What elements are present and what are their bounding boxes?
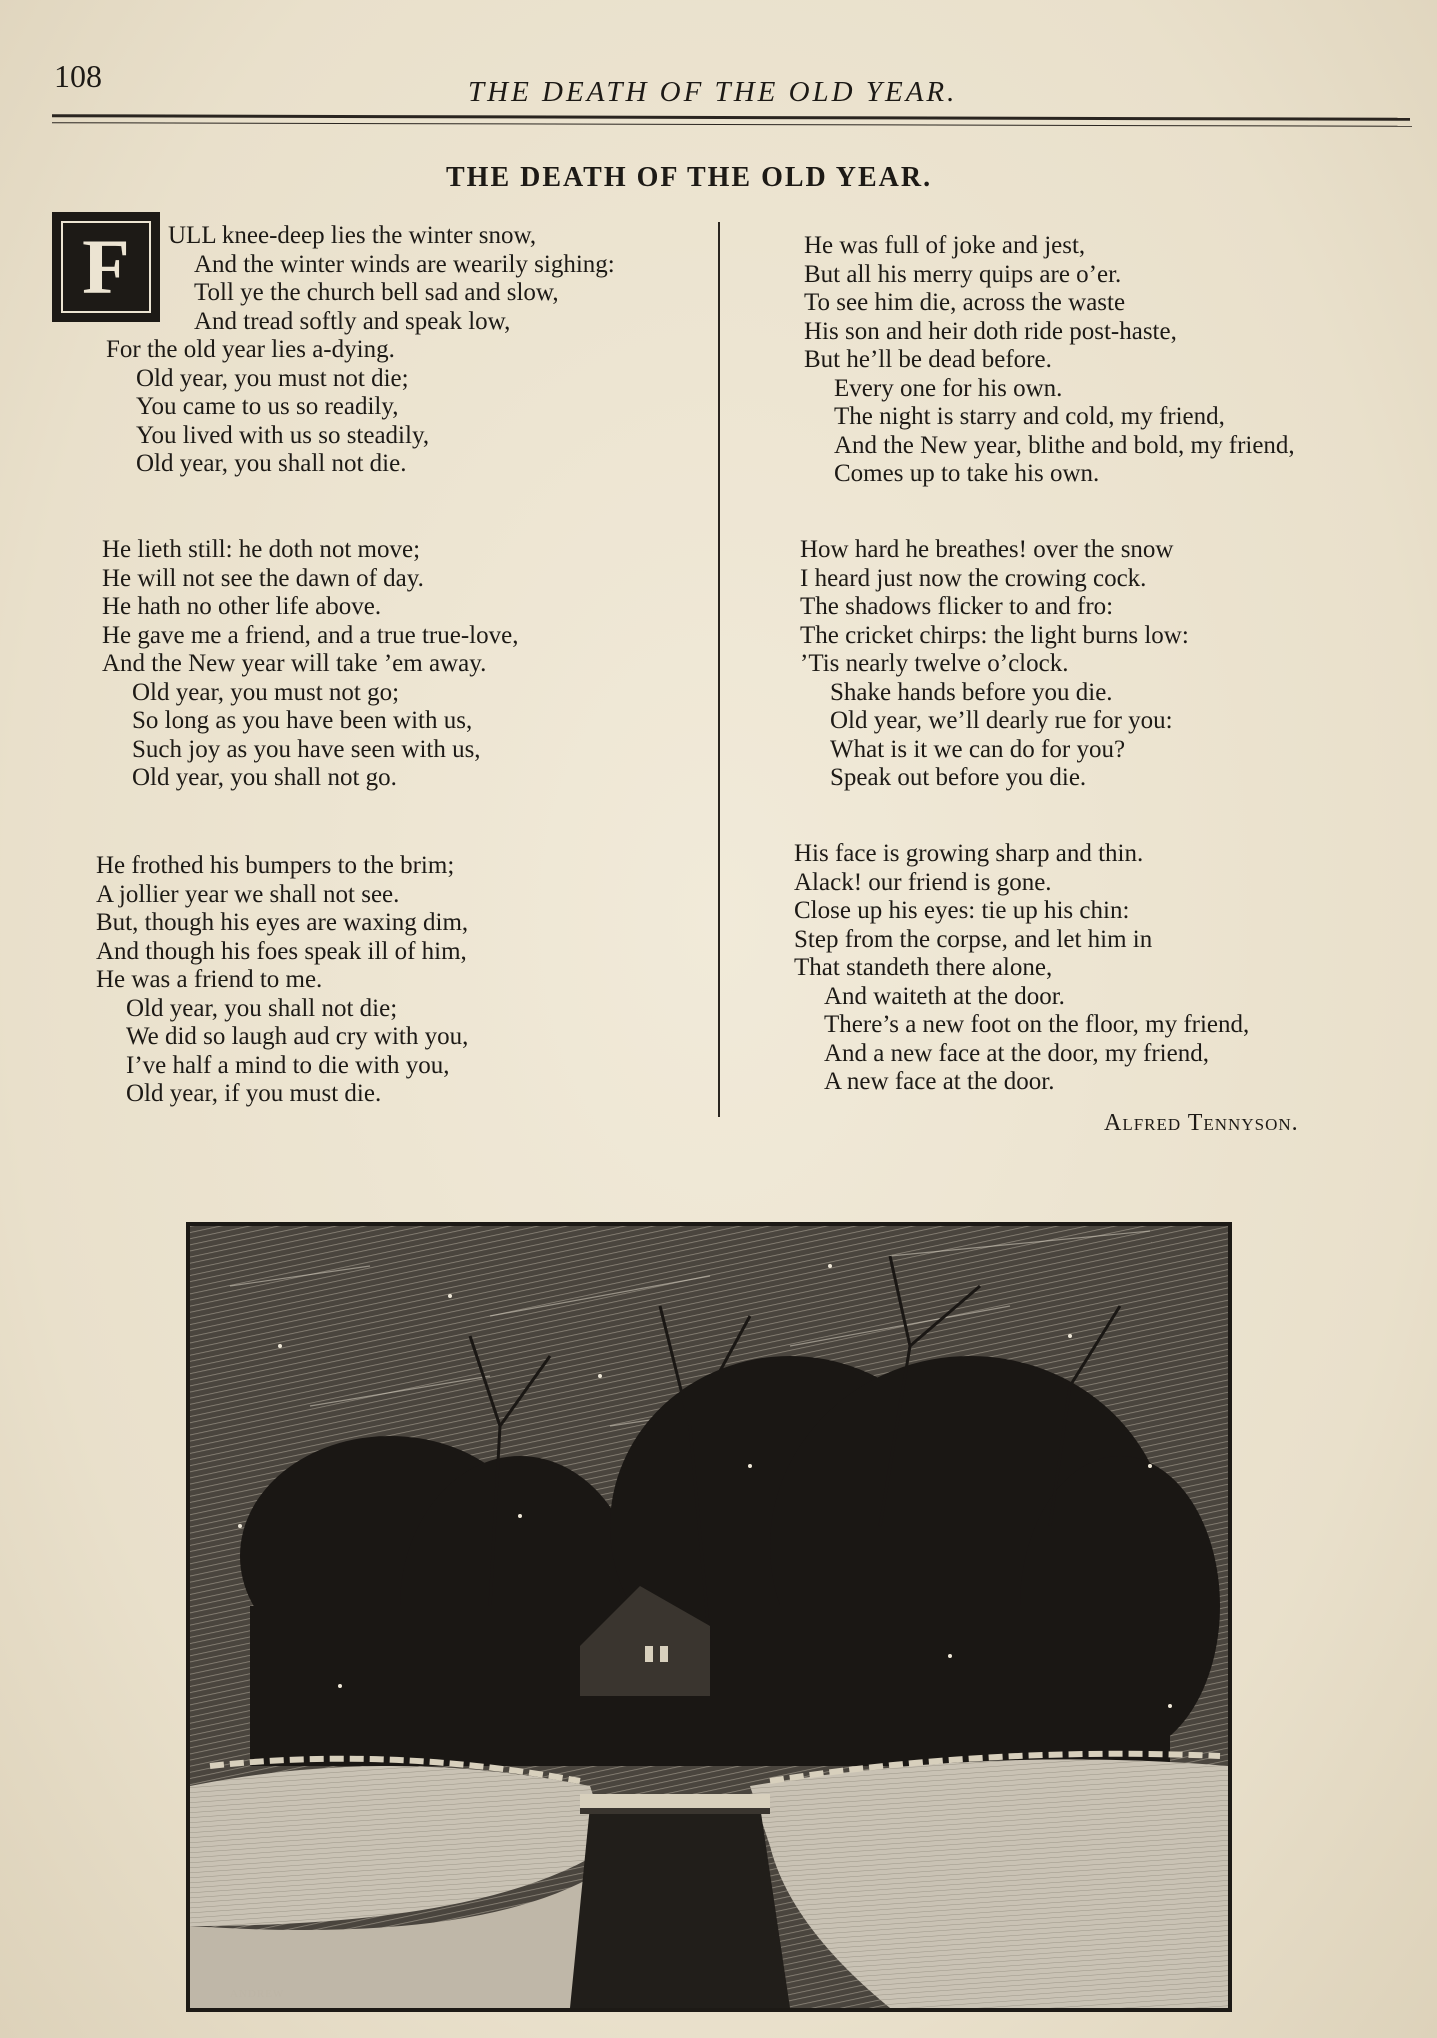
- engraver-signature: ANDREW: [230, 1988, 285, 2000]
- verse-line: And though his foes speak ill of him,: [96, 937, 467, 965]
- verse-line: He was full of joke and jest,: [804, 232, 1086, 259]
- verse-line: The night is starry and cold, my friend,: [834, 403, 1225, 430]
- verse-line: That standeth there alone,: [794, 954, 1053, 981]
- verse-line: So long as you have been with us,: [132, 707, 473, 734]
- drop-cap-letter: F: [82, 223, 130, 310]
- verse-line: For the old year lies a-dying.: [106, 336, 395, 363]
- winter-night-engraving: [186, 1222, 1232, 2012]
- verse-line: But, though his eyes are waxing dim,: [96, 909, 469, 936]
- header-rule-thin: [52, 122, 1412, 127]
- verse-line: Old year, you shall not go.: [132, 764, 397, 791]
- verse-line: Toll ye the church bell sad and slow,: [194, 279, 559, 306]
- verse-line: He hath no other life above.: [102, 593, 382, 620]
- verse-line: What is it we can do for you?: [830, 735, 1126, 763]
- verse-line: Speak out before you die.: [830, 764, 1087, 791]
- verse-line: Step from the corpse, and let him in: [794, 925, 1153, 953]
- verse-line: A jollier year we shall not see.: [96, 880, 400, 908]
- verse-line: But all his merry quips are o’er.: [804, 260, 1122, 288]
- poem-title: THE DEATH OF THE OLD YEAR.: [446, 162, 933, 193]
- verse-line: He gave me a friend, and a true true-love,: [102, 621, 519, 649]
- verse-line: You lived with us so steadily,: [136, 421, 430, 449]
- stanza-5: [800, 536, 1189, 793]
- verse-line: And the winter winds are wearily sighing:: [194, 250, 615, 278]
- verse-line: Old year, you must not go;: [132, 678, 400, 706]
- stanza-1: [104, 222, 615, 479]
- verse-line: And waiteth at the door.: [824, 982, 1065, 1010]
- verse-line: Comes up to take his own.: [834, 460, 1100, 487]
- verse-line: ’Tis nearly twelve o’clock.: [800, 650, 1069, 677]
- verse-line: To see him die, across the waste: [804, 289, 1126, 316]
- verse-line: Old year, you must not die;: [136, 364, 409, 392]
- verse-line: His face is growing sharp and thin.: [794, 840, 1144, 867]
- verse-line: Alack! our friend is gone.: [794, 868, 1052, 896]
- verse-line: How hard he breathes! over the snow: [800, 536, 1174, 563]
- running-title: THE DEATH OF THE OLD YEAR.: [468, 76, 958, 108]
- verse-line: Shake hands before you die.: [830, 678, 1113, 706]
- verse-line: There’s a new foot on the floor, my friend,: [824, 1011, 1250, 1038]
- verse-line: Every one for his own.: [834, 374, 1063, 402]
- verse-line: I heard just now the crowing cock.: [800, 564, 1147, 592]
- verse-line: Old year, you shall not die;: [126, 994, 398, 1022]
- verse-line: Close up his eyes: tie up his chin:: [794, 897, 1130, 924]
- verse-line: You came to us so readily,: [136, 393, 399, 420]
- header-rule: [52, 114, 1410, 121]
- page-number: 108: [54, 58, 102, 94]
- verse-line: And tread softly and speak low,: [194, 307, 511, 335]
- stanza-3: [96, 852, 468, 1109]
- verse-line: I’ve half a mind to die with you,: [126, 1051, 450, 1079]
- verse-line: Old year, if you must die.: [126, 1080, 382, 1107]
- verse-line: His son and heir doth ride post-haste,: [804, 317, 1177, 345]
- verse-line: The shadows flicker to and fro:: [800, 593, 1114, 620]
- verse-line: He was a friend to me.: [96, 966, 323, 993]
- verse-line: The cricket chirps: the light burns low:: [800, 621, 1189, 649]
- verse-line: Old year, we’ll dearly rue for you:: [830, 707, 1173, 734]
- verse-line: He lieth still: he doth not move;: [102, 536, 421, 563]
- verse-line: And the New year, blithe and bold, my friend,: [834, 431, 1295, 459]
- verse-line: Old year, you shall not die.: [136, 450, 407, 477]
- verse-line: A new face at the door.: [824, 1068, 1055, 1095]
- engraving-drawing: [190, 1226, 1228, 2008]
- verse-line: ULL knee-deep lies the winter snow,: [168, 222, 537, 249]
- stanza-2: [102, 536, 518, 793]
- verse-line: And a new face at the door, my friend,: [824, 1039, 1209, 1067]
- verse-line: He will not see the dawn of day.: [102, 564, 424, 592]
- stanza-4: [804, 232, 1295, 489]
- verse-line: Such joy as you have seen with us,: [132, 735, 481, 763]
- column-divider: [718, 222, 720, 1117]
- verse-line: And the New year will take ’em away.: [102, 650, 487, 677]
- stanza-6: [794, 840, 1249, 1097]
- author-attribution: Alfred Tennyson.: [1104, 1110, 1299, 1136]
- verse-line: We did so laugh aud cry with you,: [126, 1023, 469, 1050]
- verse-line: He frothed his bumpers to the brim;: [96, 852, 455, 879]
- verse-line: But he’ll be dead before.: [804, 346, 1052, 373]
